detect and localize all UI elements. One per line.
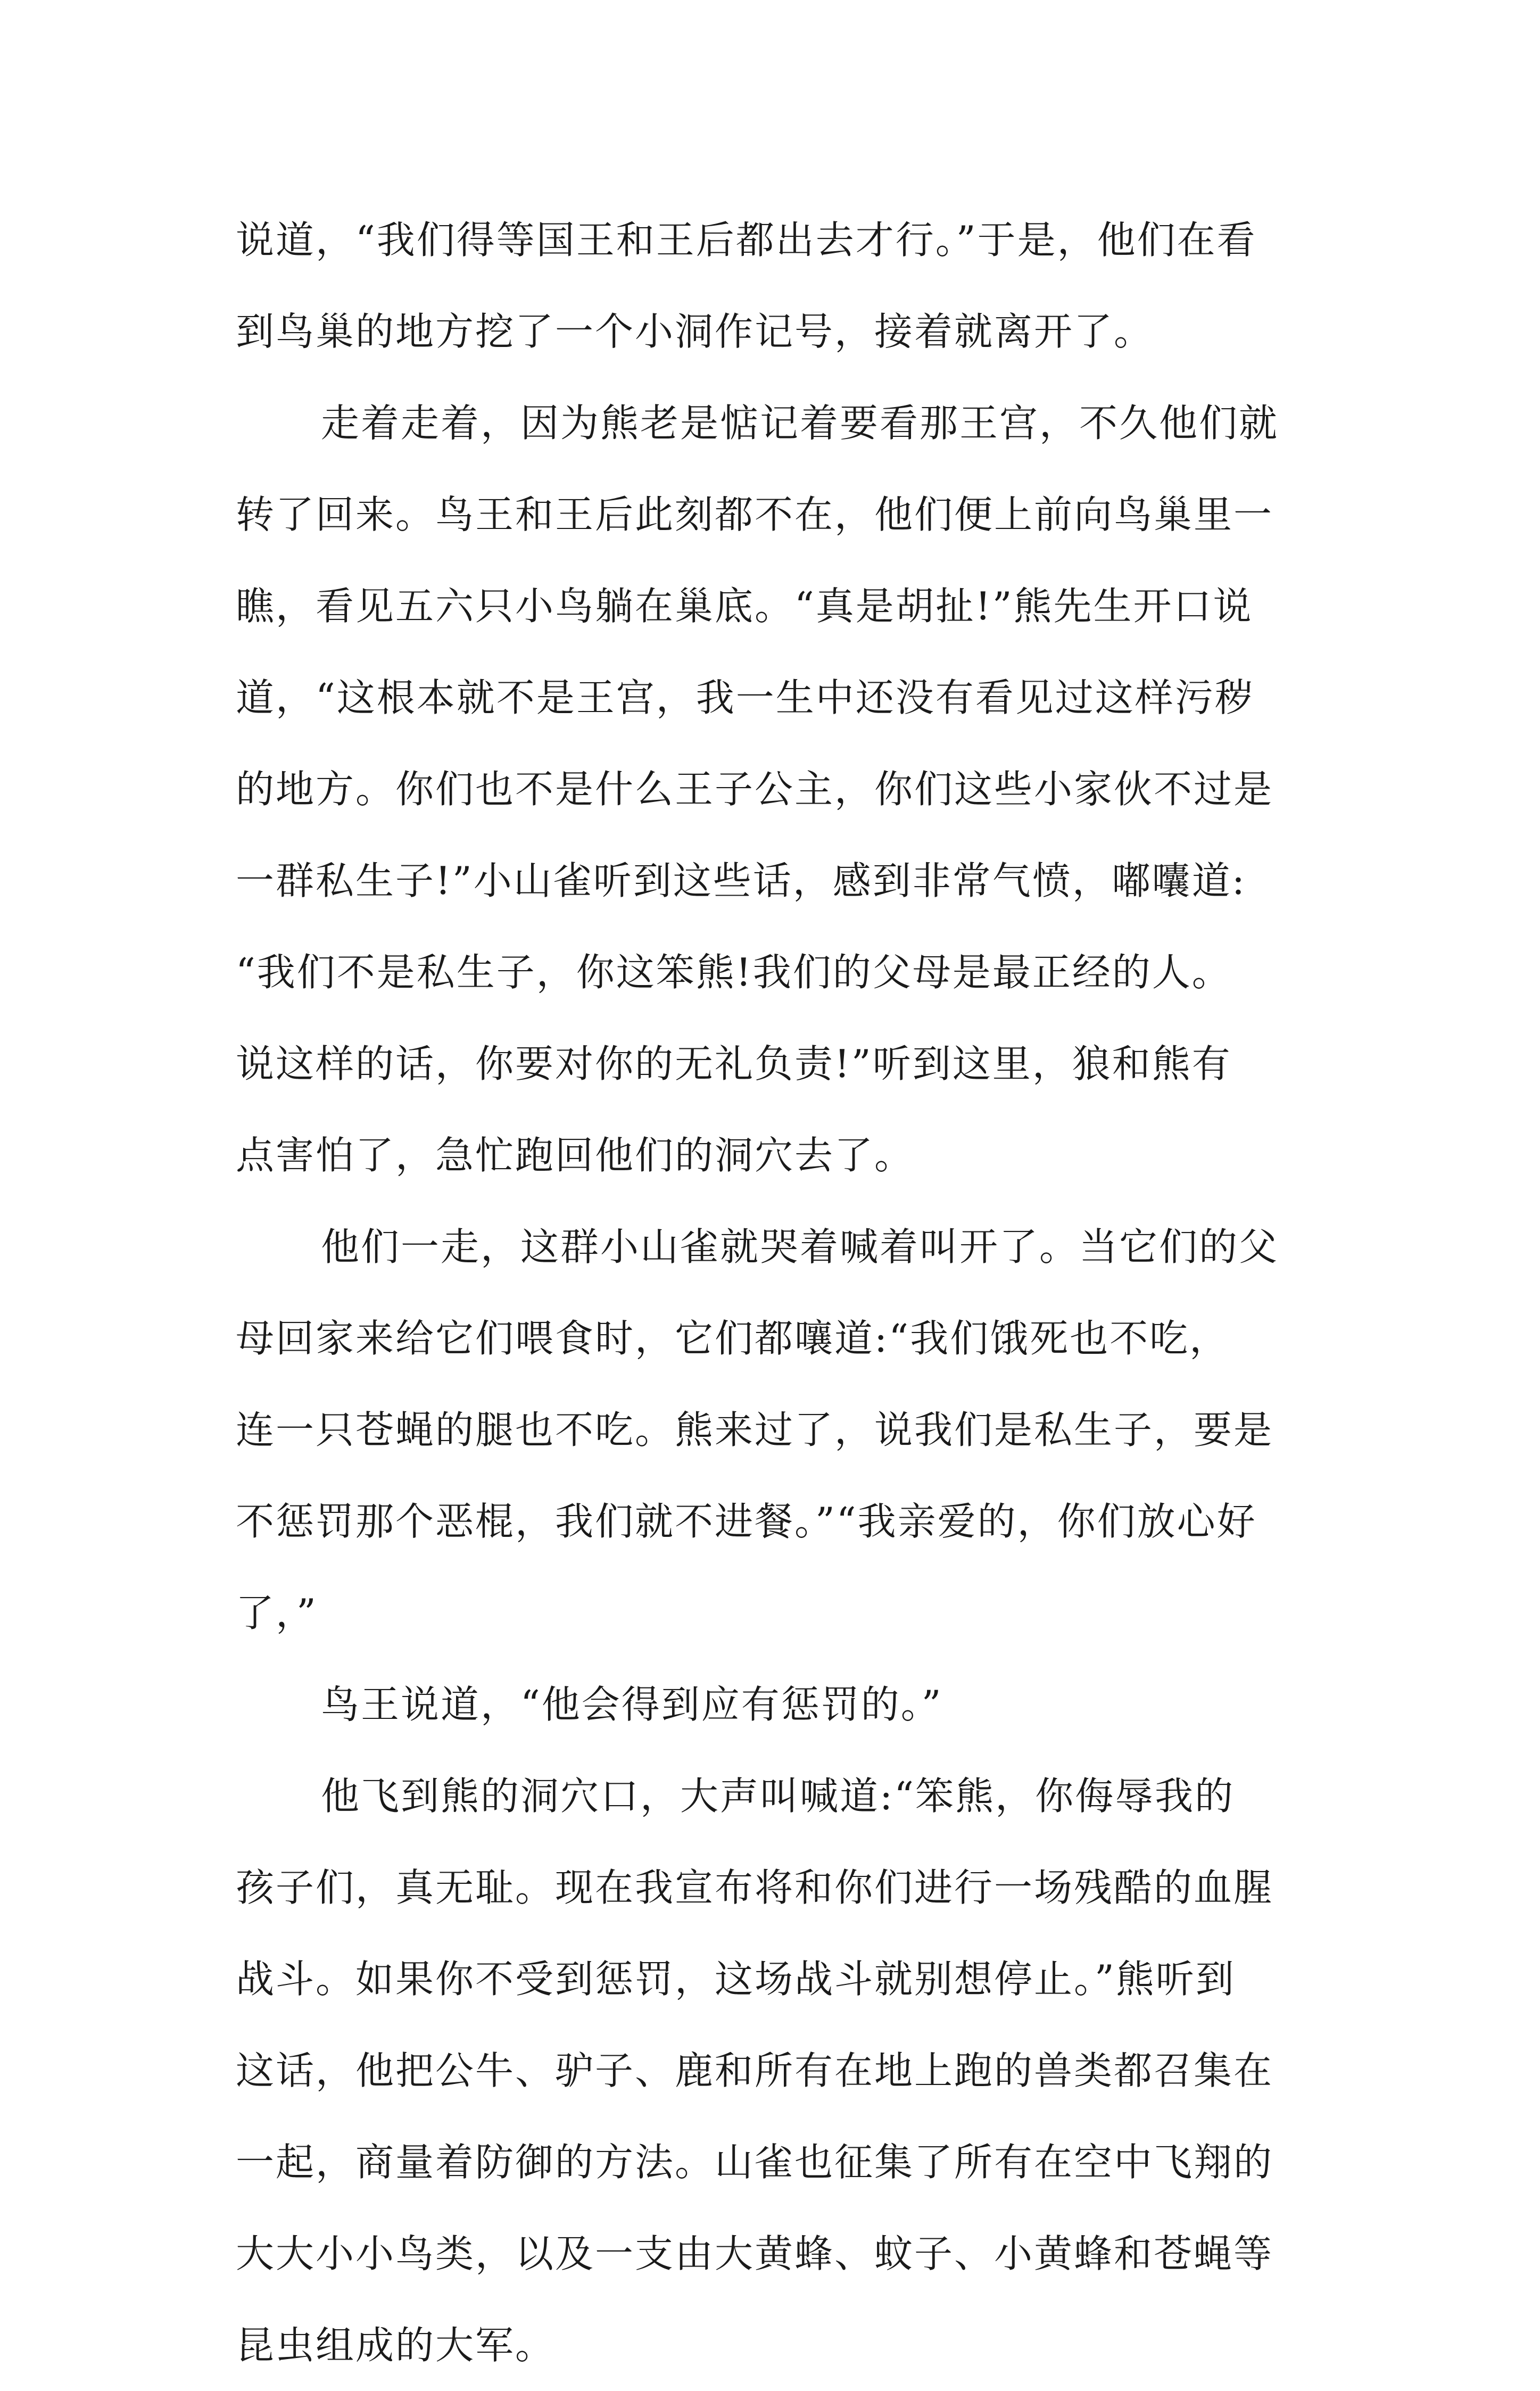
text-line: 一起，商量着防御的方法。山雀也征集了所有在空中飞翔的	[236, 2140, 1274, 2185]
text-line: 母回家来给它们喂食时，它们都嚷道:“我们饿死也不吃，	[236, 1316, 1230, 1361]
paragraph-first-line: 他飞到熊的洞穴口，大声叫喊道:“笨熊，你侮辱我的	[321, 1774, 1235, 1818]
text-line: 这话，他把公牛、驴子、鹿和所有在地上跑的兽类都召集在	[236, 2048, 1274, 2093]
text-line: 瞧，看见五六只小鸟躺在巢底。“真是胡扯!”熊先生开口说	[236, 584, 1253, 628]
text-line: 大大小小鸟类，以及一支由大黄蜂、蚊子、小黄蜂和苍蝇等	[236, 2231, 1274, 2276]
text-line: 一群私生子!”小山雀听到这些话，感到非常气愤，嘟囔道:	[236, 858, 1247, 903]
text-line: 说这样的话，你要对你的无礼负责!”听到这里，狼和熊有	[236, 1041, 1232, 1086]
body-text	[236, 194, 1311, 2391]
text-line: 道，“这根本就不是王宫，我一生中还没有看见过这样污秽	[236, 675, 1255, 720]
text-line: “我们不是私生子，你这笨熊!我们的父母是最正经的人。	[236, 950, 1232, 995]
text-line: 连一只苍蝇的腿也不吃。熊来过了，说我们是私生子，要是	[236, 1408, 1274, 1452]
text-line: 不惩罚那个恶棍，我们就不进餐。”“我亲爱的，你们放心好	[236, 1499, 1257, 1544]
text-line: 到鸟巢的地方挖了一个小洞作记号，接着就离开了。	[236, 309, 1154, 354]
text-line: 的地方。你们也不是什么王子公主，你们这些小家伙不过是	[236, 767, 1274, 812]
paragraph-first-line: 鸟王说道，“他会得到应有惩罚的。”	[321, 1682, 943, 1727]
paragraph-first-line: 他们一走，这群小山雀就哭着喊着叫开了。当它们的父	[321, 1225, 1279, 1269]
text-line: 转了回来。鸟王和王后此刻都不在，他们便上前向鸟巢里一	[236, 492, 1274, 537]
text-line: 点害怕了，急忙跑回他们的洞穴去了。	[236, 1133, 915, 1178]
paragraph-first-line: 走着走着，因为熊老是惦记着要看那王宫，不久他们就	[321, 401, 1279, 445]
text-line: 孩子们，真无耻。现在我宣布将和你们进行一场残酷的血腥	[236, 1865, 1274, 1910]
text-line: 了，”	[236, 1591, 318, 1635]
text-line: 说道，“我们得等国王和王后都出去才行。”于是，他们在看	[236, 218, 1257, 262]
text-line: 昆虫组成的大军。	[236, 2323, 556, 2368]
text-line: 战斗。如果你不受到惩罚，这场战斗就别想停止。”熊听到	[236, 1957, 1236, 2001]
